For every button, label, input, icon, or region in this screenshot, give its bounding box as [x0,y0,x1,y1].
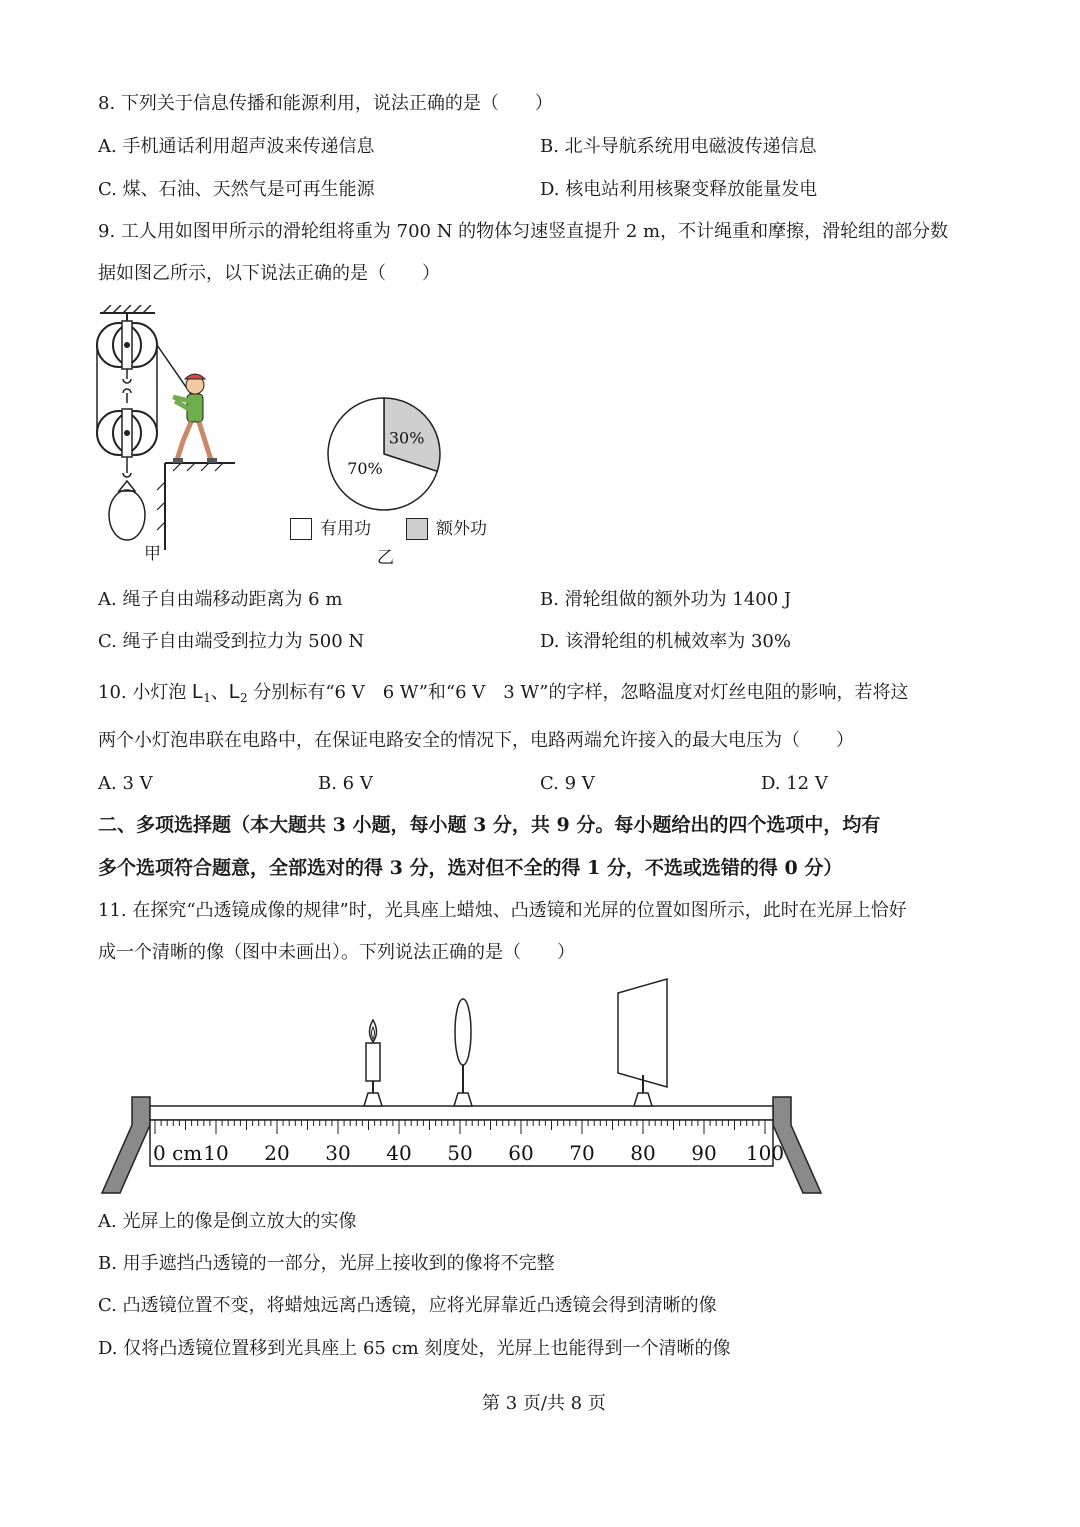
ruler-label: 60 [508,1141,534,1165]
optical-bench-figure [100,975,825,1200]
q9-stem-line2: 据如图乙所示，以下说法正确的是（ ） [98,263,440,284]
ruler-label: 10 [203,1141,229,1165]
q11-option-a: A. 光屏上的像是倒立放大的实像 [98,1211,357,1232]
q11-option-b: B. 用手遮挡凸透镜的一部分，光屏上接收到的像将不完整 [98,1253,555,1274]
legend-swatch-extra-work [406,518,428,540]
figure-label-yi: 乙 [377,548,394,568]
pie-label-useful-work: 70% [347,458,383,478]
page-number: 第 3 页/共 8 页 [482,1393,606,1414]
q8-option-a: A. 手机通话利用超声波来传递信息 [98,136,375,157]
q10-option-a: A. 3 V [98,773,153,794]
ruler-label: 80 [630,1141,656,1165]
q10-option-b: B. 6 V [318,773,373,794]
pie-label-extra-work: 30% [388,428,425,448]
q8-stem: 8. 下列关于信息传播和能源利用，说法正确的是（ ） [98,93,553,114]
figure-label-jia: 甲 [144,544,161,564]
light-screen [618,979,667,1106]
q9-option-d: D. 该滑轮组的机械效率为 30% [540,631,791,652]
q9-option-b: B. 滑轮组做的额外功为 1400 J [540,589,792,610]
legend-swatch-useful-work [290,518,312,540]
q9-option-c: C. 绳子自由端受到拉力为 500 N [98,631,365,652]
q10-option-c: C. 9 V [540,773,595,794]
ruler-label: 70 [569,1141,595,1165]
convex-lens [454,999,472,1106]
q10-option-d: D. 12 V [761,773,828,794]
q8-option-d: D. 核电站利用核聚变释放能量发电 [540,179,818,200]
section2-heading-line1: 二、多项选择题（本大题共 3 小题，每小题 3 分，共 9 分。每小题给出的四个选项中，均有 [98,814,881,836]
pie-chart [320,390,450,520]
ruler-label: 40 [386,1141,412,1165]
q11-stem-line2: 成一个清晰的像（图中未画出）。下列说法正确的是（ ） [98,942,575,963]
q8-option-c: C. 煤、石油、天然气是可再生能源 [98,179,375,200]
q10-stem-line1: 10. 小灯泡 $L_1$、$L_2$ 分别标有“6 V 6 W”和“6 V 3 W”的字样，忽略温度对灯丝电阻的影响，若将这 [98,681,909,705]
q9-option-a: A. 绳子自由端移动距离为 6 m [98,589,343,610]
legend-label-useful-work: 有用功 [320,519,371,539]
q9-stem-line1: 9. 工人用如图甲所示的滑轮组将重为 700 N 的物体匀速竖直提升 2 m，不计绳重和摩擦，滑轮组的部分数 [98,221,949,242]
candle [364,1020,382,1106]
q8-option-b: B. 北斗导航系统用电磁波传递信息 [540,136,817,157]
ruler-label: 50 [447,1141,473,1165]
ruler-label: 100 [745,1141,785,1165]
pulley-system-figure [95,305,245,550]
ruler-label: 20 [264,1141,290,1165]
ruler-label: 30 [325,1141,351,1165]
ruler-label: 90 [691,1141,717,1165]
q11-stem-line1: 11. 在探究“凸透镜成像的规律”时，光具座上蜡烛、凸透镜和光屏的位置如图所示，此时在光屏上恰好 [98,900,907,921]
ruler-label: 0 cm [153,1141,203,1165]
q11-option-d: D. 仅将凸透镜位置移到光具座上 65 cm 刻度处，光屏上也能得到一个清晰的像 [98,1338,731,1359]
section2-heading-line2: 多个选项符合题意，全部选对的得 3 分，选对但不全的得 1 分，不选或选错的得 0 分） [98,857,843,879]
q10-stem-line2: 两个小灯泡串联在电路中，在保证电路安全的情况下，电路两端允许接入的最大电压为（ ） [98,730,854,751]
legend-label-extra-work: 额外功 [436,519,487,539]
q11-option-c: C. 凸透镜位置不变，将蜡烛远离凸透镜，应将光屏靠近凸透镜会得到清晰的像 [98,1295,717,1316]
